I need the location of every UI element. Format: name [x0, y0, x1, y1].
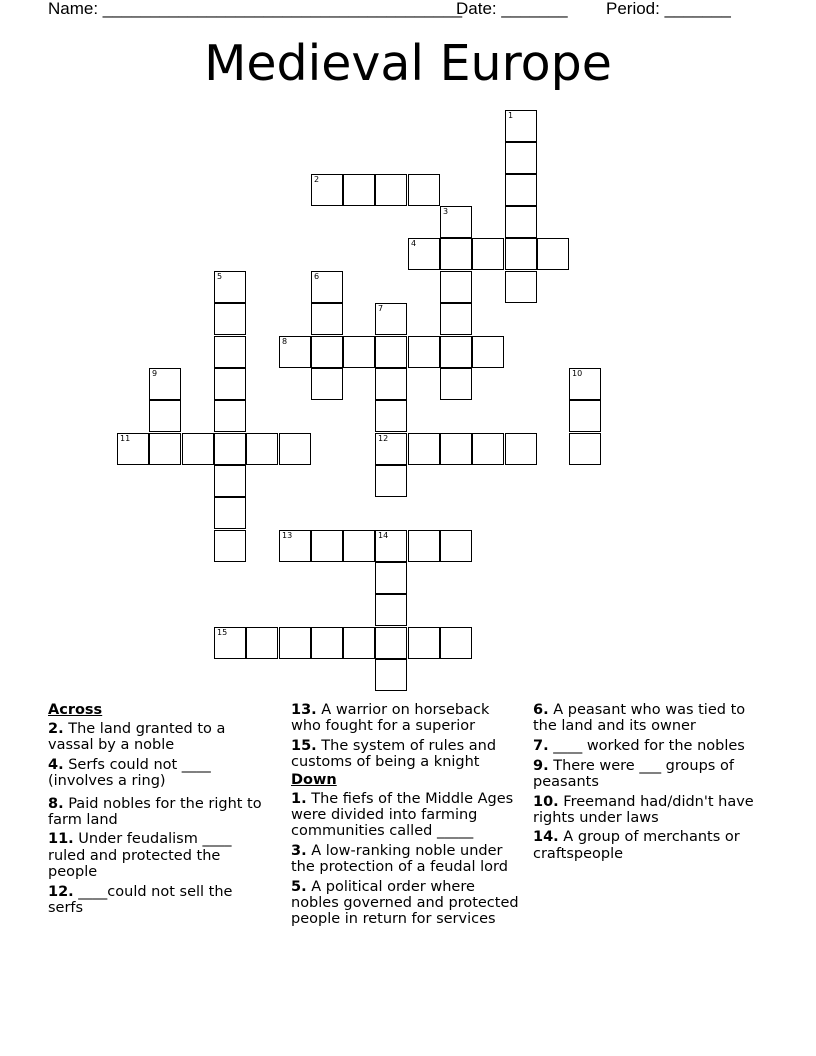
crossword-cell[interactable] [375, 465, 407, 497]
crossword-cell[interactable] [408, 433, 440, 465]
crossword-cell[interactable] [569, 400, 601, 432]
crossword-cell[interactable] [214, 433, 246, 465]
clues-column-2 [291, 702, 523, 931]
clue-down-7: 7. ____ worked for the nobles [533, 737, 745, 754]
crossword-cell[interactable] [279, 627, 311, 659]
clue-across-12: 12. ____could not sell the serfs [48, 883, 233, 916]
crossword-cell[interactable] [214, 627, 246, 659]
crossword-cell[interactable] [149, 433, 181, 465]
clues-column-1 [48, 702, 270, 919]
clue-down-1: 1. The fiefs of the Middle Ages were divided into farming communities called _____ [291, 791, 514, 840]
date-field[interactable]: Date: _______ [456, 0, 568, 18]
crossword-cell[interactable] [149, 368, 181, 400]
crossword-cell[interactable] [408, 530, 440, 562]
crossword-cell[interactable] [375, 303, 407, 335]
crossword-cell[interactable] [311, 627, 343, 659]
crossword-cell[interactable] [505, 142, 537, 174]
crossword-cell[interactable] [505, 174, 537, 206]
crossword-cell[interactable] [279, 530, 311, 562]
crossword-cell[interactable] [375, 627, 407, 659]
crossword-cell[interactable] [375, 433, 407, 465]
crossword-cell[interactable] [214, 336, 246, 368]
crossword-cell[interactable] [311, 174, 343, 206]
crossword-cell[interactable] [149, 400, 181, 432]
crossword-cell[interactable] [440, 206, 472, 238]
crossword-cell[interactable] [279, 433, 311, 465]
across-heading: Across [48, 702, 103, 718]
crossword-cell[interactable] [375, 530, 407, 562]
clue-down-6: 6. A peasant who was tied to the land and its owner [533, 702, 746, 735]
crossword-cell[interactable] [375, 336, 407, 368]
clue-across-11: 11. Under feudalism ____ ruled and protected the people [48, 831, 232, 880]
clue-number: 12 [378, 434, 389, 443]
clue-down-10: 10. Freemand had/didn't have rights under laws [533, 793, 754, 826]
crossword-cell[interactable] [311, 530, 343, 562]
clue-down-9: 9. There were ___ groups of peasants [533, 757, 734, 790]
clue-number: 3 [443, 207, 449, 216]
clue-number: 9 [152, 369, 158, 378]
crossword-cell[interactable] [246, 627, 278, 659]
clue-across-15: 15. The system of rules and customs of being a knight [291, 737, 497, 771]
crossword-cell[interactable] [505, 238, 537, 270]
crossword-cell[interactable] [569, 368, 601, 400]
crossword-cell[interactable] [408, 336, 440, 368]
crossword-cell[interactable] [408, 238, 440, 270]
crossword-cell[interactable] [440, 368, 472, 400]
crossword-cell[interactable] [311, 303, 343, 335]
clue-number: 14 [378, 531, 389, 540]
crossword-cell[interactable] [343, 530, 375, 562]
crossword-cell[interactable] [408, 627, 440, 659]
crossword-cell[interactable] [505, 271, 537, 303]
crossword-cell[interactable] [472, 433, 504, 465]
crossword-cell[interactable] [375, 400, 407, 432]
crossword-cell[interactable] [246, 433, 278, 465]
crossword-cell[interactable] [537, 238, 569, 270]
crossword-cell[interactable] [440, 303, 472, 335]
crossword-cell[interactable] [505, 206, 537, 238]
name-field[interactable]: Name: ______________________________________ [48, 0, 463, 18]
crossword-cell[interactable] [569, 433, 601, 465]
crossword-cell[interactable] [117, 433, 149, 465]
crossword-cell[interactable] [375, 659, 407, 691]
crossword-cell[interactable] [343, 627, 375, 659]
clue-number: 2 [314, 175, 320, 184]
clue-number: 8 [282, 337, 288, 346]
clue-number: 7 [378, 304, 384, 313]
page-title: Medieval Europe [204, 35, 612, 92]
crossword-cell[interactable] [343, 174, 375, 206]
crossword-cell[interactable] [311, 368, 343, 400]
clue-number: 10 [572, 369, 583, 378]
crossword-cell[interactable] [440, 433, 472, 465]
down-heading: Down [291, 771, 337, 788]
crossword-cell[interactable] [505, 110, 537, 142]
crossword-cell[interactable] [375, 368, 407, 400]
crossword-cell[interactable] [214, 271, 246, 303]
crossword-cell[interactable] [375, 594, 407, 626]
clues-column-3 [533, 702, 765, 865]
clue-number: 4 [411, 239, 417, 248]
crossword-cell[interactable] [214, 368, 246, 400]
crossword-cell[interactable] [343, 336, 375, 368]
crossword-cell[interactable] [214, 400, 246, 432]
crossword-cell[interactable] [214, 465, 246, 497]
crossword-cell[interactable] [182, 433, 214, 465]
clue-across-13: 13. A warrior on horseback who fought for a superior [291, 702, 490, 735]
clue-across-2: 2. The land granted to a vassal by a noble [48, 721, 226, 754]
crossword-cell[interactable] [440, 627, 472, 659]
clue-across-4: 4. Serfs could not ____ (involves a ring) [48, 757, 211, 790]
crossword-cell[interactable] [440, 530, 472, 562]
clue-number: 1 [508, 111, 514, 120]
crossword-cell[interactable] [440, 336, 472, 368]
crossword-cell[interactable] [408, 174, 440, 206]
crossword-cell[interactable] [472, 238, 504, 270]
clue-down-5: 5. A political order where nobles governed and protected people in return for services [291, 879, 519, 928]
clue-number: 5 [217, 272, 223, 281]
clue-down-3: 3. A low-ranking noble under the protection of a feudal lord [291, 843, 508, 876]
crossword-cell[interactable] [214, 530, 246, 562]
clue-number: 15 [217, 628, 228, 637]
clue-number: 6 [314, 272, 320, 281]
crossword-cell[interactable] [375, 174, 407, 206]
period-field[interactable]: Period: _______ [606, 0, 731, 18]
clue-number: 13 [282, 531, 293, 540]
crossword-cell[interactable] [440, 238, 472, 270]
crossword-cell[interactable] [214, 303, 246, 335]
crossword-cell[interactable] [505, 433, 537, 465]
clue-down-14: 14. A group of merchants or craftspeople [533, 829, 740, 862]
crossword-cell[interactable] [214, 497, 246, 529]
crossword-cell[interactable] [311, 336, 343, 368]
clue-across-8: 8. Paid nobles for the right to farm land [48, 795, 262, 828]
crossword-cell[interactable] [472, 336, 504, 368]
crossword-cell[interactable] [279, 336, 311, 368]
clue-number: 11 [120, 434, 131, 443]
crossword-cell[interactable] [375, 562, 407, 594]
crossword-cell[interactable] [311, 271, 343, 303]
crossword-cell[interactable] [440, 271, 472, 303]
